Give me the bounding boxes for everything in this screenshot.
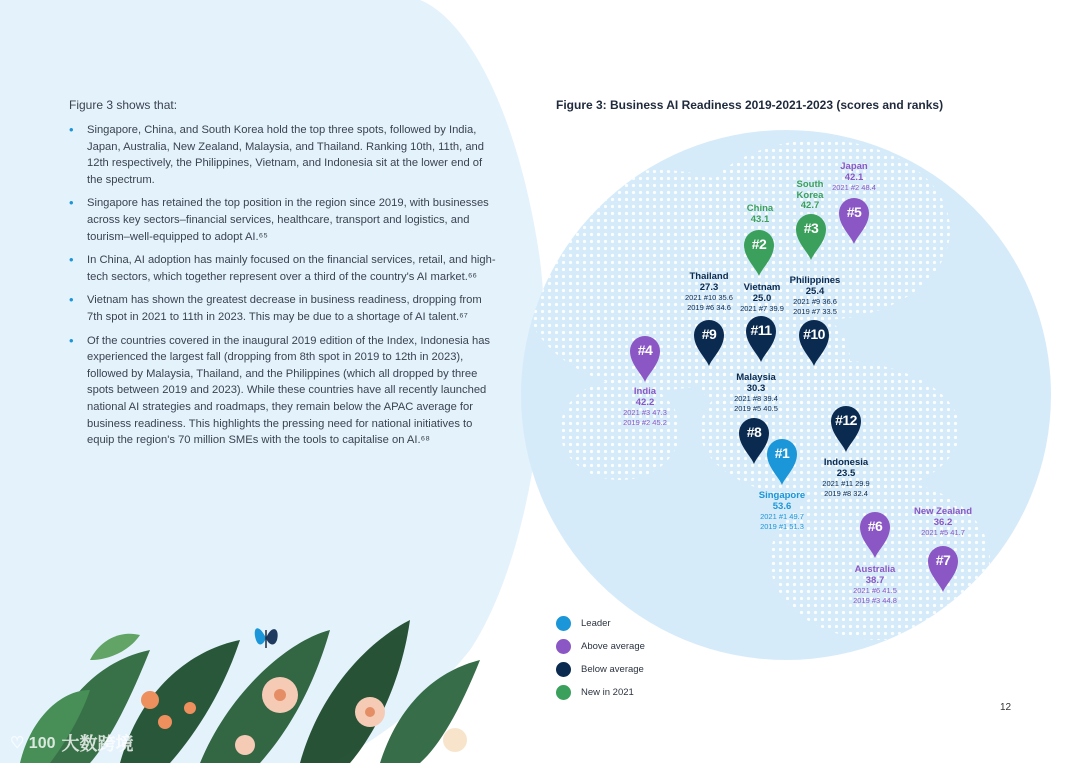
pin-japan[interactable]: #5 <box>837 196 871 246</box>
legend-item-new: New in 2021 <box>556 681 645 704</box>
pin-vietnam[interactable]: #11 <box>744 314 778 364</box>
pin-india[interactable]: #4 <box>628 334 662 384</box>
legend-swatch-above <box>556 639 571 654</box>
pin-china[interactable]: #2 <box>742 228 776 278</box>
legend-swatch-leader <box>556 616 571 631</box>
label-thailand: Thailand 27.3 2021 #10 35.6 2019 #6 34.6 <box>685 271 733 312</box>
watermark-logo: ♡ 100 <box>10 735 56 752</box>
intro-text: Figure 3 shows that: <box>69 98 178 112</box>
bullet-list <box>69 122 499 456</box>
pin-south-korea[interactable]: #3 <box>794 212 828 262</box>
bullet-dot-icon: • <box>69 252 74 268</box>
pin-malaysia[interactable]: #8 <box>737 416 771 466</box>
label-indonesia: Indonesia 23.5 2021 #11 29.9 2019 #8 32.4 <box>822 457 870 498</box>
legend-item-below: Below average <box>556 658 645 681</box>
bullet-dot-icon: • <box>69 122 74 137</box>
label-australia: Australia 38.7 2021 #6 41.5 2019 #3 44.8 <box>853 564 897 605</box>
legend-swatch-below <box>556 662 571 677</box>
label-japan: Japan 42.1 2021 #2 48.4 <box>832 161 876 192</box>
label-vietnam: Vietnam 25.0 2021 #7 39.9 <box>740 282 784 313</box>
label-malaysia: Malaysia 30.3 2021 #8 39.4 2019 #5 40.5 <box>734 372 778 413</box>
legend-swatch-new <box>556 685 571 700</box>
label-singapore: Singapore 53.6 2021 #1 49.7 2019 #1 51.3 <box>758 490 806 531</box>
label-india: India 42.2 2021 #3 47.3 2019 #2 45.2 <box>623 386 667 427</box>
bullet-item: • Singapore, China, and South Korea hold the top three spots, followed by India, Japan, Australia, New Zealand, Malaysia, and Thailand. Ranking 10th, 11th, and 12th respectively, the Philippines, Vietnam, and Indonesia sit at the lower end of the spectrum. <box>69 122 484 186</box>
label-new-zealand: New Zealand 36.2 2021 #5 41.7 <box>913 506 973 537</box>
butterfly-illustration <box>250 620 282 659</box>
bullet-dot-icon: • <box>69 195 74 211</box>
label-south-korea: South Korea 42.7 <box>796 179 824 211</box>
bullet-item: • Singapore has retained the top position in the region since 2019, with businesses across key sectors–financial services, healthcare, transport and logistics, and tourism–well-equipped to adopt AI.⁶⁵ <box>69 195 489 243</box>
pin-australia[interactable]: #6 <box>858 510 892 560</box>
legend-item-above: Above average <box>556 635 645 658</box>
pin-philippines[interactable]: #10 <box>797 318 831 368</box>
pin-indonesia[interactable]: #12 <box>829 404 863 454</box>
figure-title: Figure 3: Business AI Readiness 2019-2021-2023 (scores and ranks) <box>556 98 944 112</box>
pin-new-zealand[interactable]: #7 <box>926 544 960 594</box>
label-philippines: Philippines 25.4 2021 #9 36.6 2019 #7 33.5 <box>789 275 841 316</box>
bullet-dot-icon: • <box>69 292 74 308</box>
pin-thailand[interactable]: #9 <box>692 318 726 368</box>
pin-singapore[interactable]: #1 <box>765 437 799 487</box>
bullet-item: • Vietnam has shown the greatest decrease in business readiness, dropping from 7th spot in 2021 to 11th in 2023. This may be due to a shortage of AI talent.⁶⁷ <box>69 292 482 323</box>
label-china: China 43.1 <box>746 203 774 225</box>
page-number: 12 <box>1000 702 1012 713</box>
bullet-item: • In China, AI adoption has mainly focused on the financial services, retail, and high-tech sectors, which together represent over a third of the country's AI market.⁶⁶ <box>69 252 496 283</box>
legend <box>556 612 645 704</box>
bullet-dot-icon: • <box>69 332 74 348</box>
legend-item-leader: Leader <box>556 612 645 635</box>
watermark <box>10 730 133 756</box>
bullet-item: • Of the countries covered in the inaugural 2019 edition of the Index, Indonesia has experienced the largest fall (dropping from 8th spot in 2019 to 12th in 2023), followed by Malaysia, Thailand, and the Philippines (which all dropped by three spots between 2019 and 2023). While these countries have all recently launched national AI strategies and roadmaps, they remain below the APAC average for business readiness. This highlights the pressing need for national initiatives to equip the region's 70 million SMEs with the tools to capitalise on AI.⁶⁸ <box>69 332 491 447</box>
watermark-text: 大数跨境 <box>61 734 134 754</box>
